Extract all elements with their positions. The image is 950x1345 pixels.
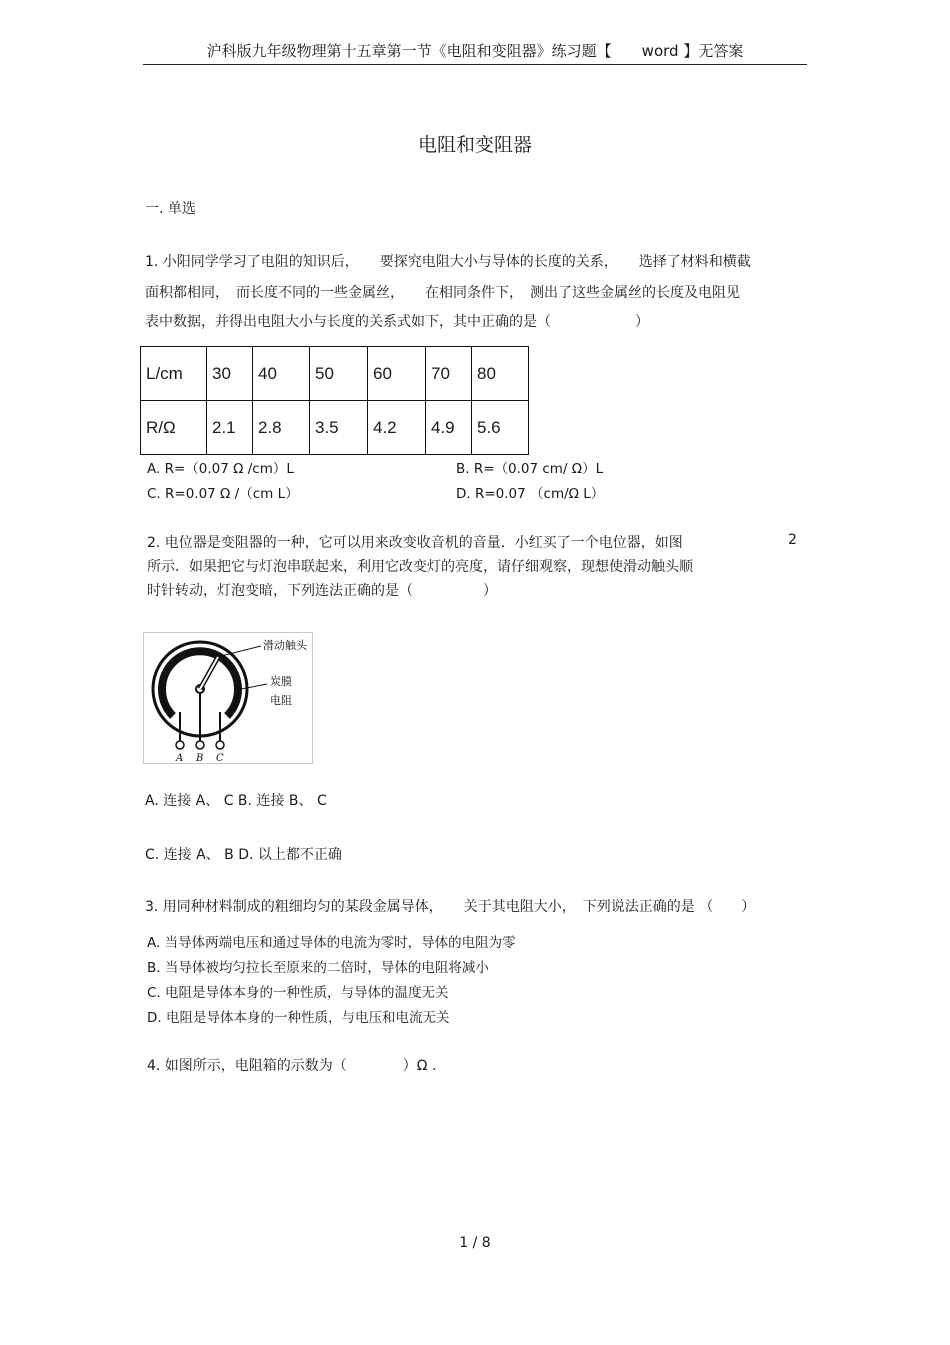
table-cell: 70 [426,347,472,401]
terminal-a [176,741,184,749]
q1-option-a: A. R=（0.07 Ω /cm）L [147,461,294,477]
q1-line-3: 表中数据，并得出电阻大小与长度的关系式如下，其中正确的是（ ） [145,314,649,330]
potentiometer-figure [143,632,313,764]
q1-line-2: 面积都相同， 而长度不同的一些金属丝， 在相同条件下， 测出了这些金属丝的长度及电阻见 [145,285,740,301]
slider-arm-inner [200,657,218,689]
table-cell: 40 [253,347,310,401]
slider-label: 滑动触头 [263,639,307,652]
terminal-c-label: C [216,753,224,764]
q3-option-b: B. 当导体被均匀拉长至原来的二倍时，导体的电阻将减小 [147,960,489,976]
film-label-line-1: 炭膜 [270,675,292,688]
table-cell: 50 [310,347,368,401]
table-row [141,347,529,401]
q3-option-a: A. 当导体两端电压和通过导体的电流为零时，导体的电阻为零 [147,935,516,951]
table-row [141,401,529,455]
q2-line-1: 2. 电位器是变阻器的一种，它可以用来改变收音机的音量．小红买了一个电位器，如图 [147,535,683,551]
terminal-c [216,741,224,749]
header-rule [143,64,807,65]
table-cell: 5.6 [472,401,529,455]
potentiometer-diagram [143,632,313,764]
q2-options-cd: C. 连接 A、 B D. 以上都不正确 [145,847,342,863]
q1-option-b: B. R=（0.07 cm/ Ω）L [456,461,604,477]
q2-line-2: 所示．如果把它与灯泡串联起来，利用它改变灯的亮度，请仔细观察，现想使滑动触头顺 [147,559,693,575]
film-label-line-2: 电阻 [270,694,292,707]
q1-option-d: D. R=0.07 （cm/Ω L） [456,486,605,502]
table-cell: 80 [472,347,529,401]
q2-figure-number: 2 [788,532,797,548]
table-cell: 2.8 [253,401,310,455]
q1-data-table [140,346,529,455]
q3-stem: 3. 用同种材料制成的粗细均匀的某段金属导体， 关于其电阻大小， 下列说法正确的是 （ ） [145,899,756,915]
table-cell: 3.5 [310,401,368,455]
table-cell: 60 [368,347,426,401]
table-cell: 2.1 [207,401,253,455]
section-heading: 一. 单选 [145,201,196,217]
q1-line-1: 1. 小阳同学学习了电阻的知识后， 要探究电阻大小与导体的长度的关系， 选择了材料和横截 [145,254,751,270]
q1-option-c: C. R=0.07 Ω /（cm L） [147,486,299,502]
page-number: 1 / 8 [459,1235,491,1251]
page-header: 沪科版九年级物理第十五章第一节《电阻和变阻器》练习题【 word 】无答案 [206,42,744,60]
q4-stem: 4. 如图所示，电阻箱的示数为（ ）Ω . [147,1058,437,1074]
q2-line-3: 时针转动，灯泡变暗，下列连法正确的是（ ） [147,583,497,599]
q3-option-c: C. 电阻是导体本身的一种性质，与导体的温度无关 [147,985,449,1001]
table-cell: 30 [207,347,253,401]
table-cell: 4.9 [426,401,472,455]
table-cell: 4.2 [368,401,426,455]
terminal-a-label: A [176,753,184,764]
terminal-b-label: B [196,753,204,764]
q2-options-ab: A. 连接 A、 C B. 连接 B、 C [145,793,327,809]
q3-option-d: D. 电阻是导体本身的一种性质，与电压和电流无关 [147,1010,450,1026]
page-title: 电阻和变阻器 [417,134,532,156]
table-row-label: L/cm [141,347,207,401]
table-row-label: R/Ω [141,401,207,455]
terminal-b [196,741,204,749]
